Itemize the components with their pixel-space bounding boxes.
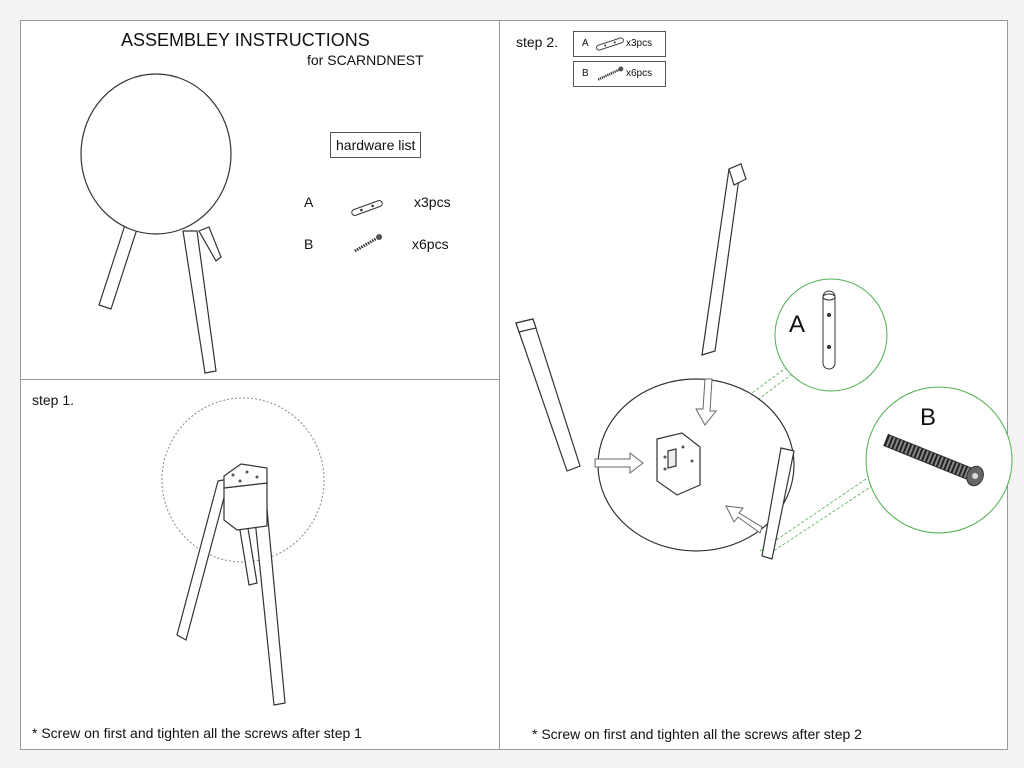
step2-part-b-letter: B: [582, 68, 589, 79]
hardware-qty-a: x3pcs: [414, 194, 451, 210]
step2-label: step 2.: [516, 34, 559, 50]
step2-exploded-drawing: [500, 21, 1007, 749]
leg-hub-block: [224, 483, 267, 530]
step1-panel: [21, 380, 500, 749]
instruction-sheet: [20, 20, 1008, 750]
callout-letter-b: B: [920, 404, 937, 431]
step1-drawing: [21, 380, 499, 749]
overview-panel: [21, 21, 500, 380]
table-leg-left: [177, 479, 229, 640]
hardware-qty-b: x6pcs: [412, 236, 449, 252]
step2-part-a-qty: x3pcs: [626, 38, 653, 49]
step2-note: * Screw on first and tighten all the screws after step 2: [532, 726, 862, 742]
hardware-list-heading: hardware list: [330, 132, 421, 158]
callout-letter-a: A: [789, 311, 806, 338]
document-title: ASSEMBLEY INSTRUCTIONS: [121, 30, 370, 50]
table-leg-center: [253, 498, 285, 705]
step2-part-b-qty: x6pcs: [626, 68, 653, 79]
dowel-pin-detail-icon: [823, 291, 835, 369]
step1-label: step 1.: [32, 392, 75, 408]
step2-panel: [500, 21, 1007, 749]
document-subtitle: for SCARNDNEST: [307, 52, 424, 68]
table-leg-top: [702, 164, 741, 355]
hardware-letter-a: A: [304, 194, 314, 210]
screw-icon: [21, 21, 499, 379]
step1-note: * Screw on first and tighten all the screws after step 1: [32, 725, 362, 741]
hardware-letter-b: B: [304, 236, 314, 252]
step2-part-a-letter: A: [582, 38, 589, 49]
table-leg-left: [516, 319, 580, 471]
leg-hub-block: [657, 433, 700, 495]
